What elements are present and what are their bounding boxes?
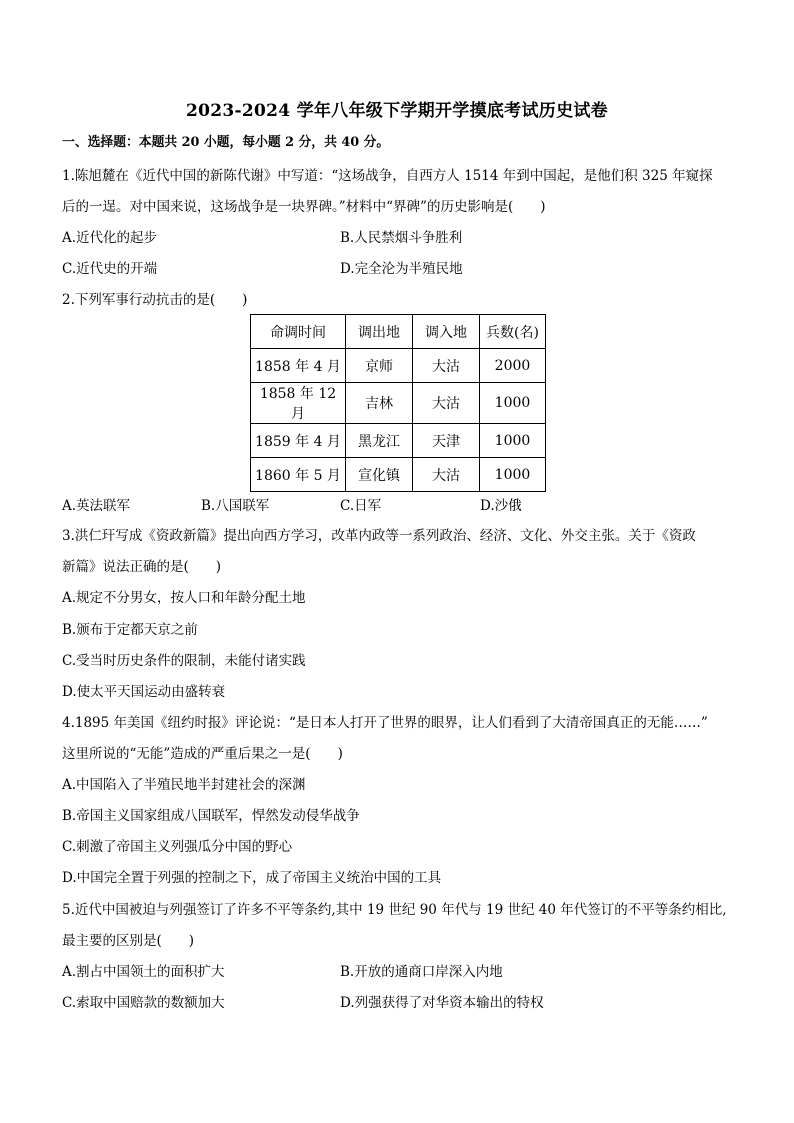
q1-stem-line2: 后的一逞。对中国来说，这场战争是一块界碑。”材料中“界碑”的历史影响是( ) (62, 199, 546, 215)
q2-stem: 2.下列军事行动抗击的是( ) (62, 292, 248, 308)
table-cell: 宣化镇 (346, 458, 413, 492)
q1-option-a[interactable]: A.近代化的起步 (62, 230, 158, 246)
table-cell: 吉林 (346, 383, 413, 424)
table-cell: 1860 年 5 月 (251, 458, 346, 492)
table-row (251, 383, 546, 424)
q1-option-c[interactable]: C.近代史的开端 (62, 261, 158, 277)
q5-stem-line2: 最主要的区别是( ) (62, 933, 195, 949)
table-cell: 1859 年 4 月 (251, 424, 346, 458)
q4-option-b[interactable]: B.帝国主义国家组成八国联军，悍然发动侵华战争 (62, 808, 360, 824)
table-cell: 1000 (480, 424, 546, 458)
exam-title: 2023-2024 学年八年级下学期开学摸底考试历史试卷 (185, 101, 608, 121)
q3-option-a[interactable]: A.规定不分男女，按人口和年龄分配土地 (62, 590, 306, 606)
q4-option-a[interactable]: A.中国陷入了半殖民地半封建社会的深渊 (62, 777, 306, 793)
q2-option-a[interactable]: A.英法联军 (62, 498, 131, 514)
q4-stem-line1: 4.1895 年美国《纽约时报》评论说：“是日本人打开了世界的眼界，让人们看到了大清帝国真正的无能……” (62, 715, 708, 731)
table-cell: 京师 (346, 349, 413, 383)
table-row (251, 349, 546, 383)
q1-stem-line1: 1.陈旭麓在《近代中国的新陈代谢》中写道：“这场战争，自西方人 1514 年到中国起，是他们积 325 年窥探 (62, 168, 713, 184)
table-cell: 大沽 (413, 349, 480, 383)
table-cell: 天津 (413, 424, 480, 458)
table-cell: 1858 年 12 月 (251, 383, 346, 424)
q2-option-d[interactable]: D.沙俄 (480, 498, 522, 514)
table-row (251, 458, 546, 492)
q4-stem-line2: 这里所说的“无能”造成的严重后果之一是( ) (62, 746, 343, 762)
table-header-row (251, 315, 546, 349)
q1-option-d[interactable]: D.完全沦为半殖民地 (340, 261, 463, 277)
q5-option-a[interactable]: A.割占中国领土的面积扩大 (62, 964, 225, 980)
q5-stem-line1: 5.近代中国被迫与列强签订了许多不平等条约,其中 19 世纪 90 年代与 19 世纪 40 年代签订的不平等条约相比, (62, 902, 727, 918)
q3-stem-line1: 3.洪仁玕写成《资政新篇》提出向西方学习，改革内政等一系列政治、经济、文化、外交主张。关于《资政 (62, 528, 696, 544)
section-heading: 一、选择题：本题共 20 小题，每小题 2 分，共 40 分。 (62, 135, 390, 150)
table-cell: 大沽 (413, 458, 480, 492)
q3-option-c[interactable]: C.受当时历史条件的限制，未能付诸实践 (62, 653, 306, 669)
q3-option-b[interactable]: B.颁布于定都天京之前 (62, 622, 198, 638)
table-cell: 2000 (480, 349, 546, 383)
q2-option-c[interactable]: C.日军 (340, 498, 382, 514)
q4-option-c[interactable]: C.刺激了帝国主义列强瓜分中国的野心 (62, 839, 293, 855)
q2-option-b[interactable]: B.八国联军 (201, 498, 270, 514)
table-cell: 1000 (480, 383, 546, 424)
q5-option-d[interactable]: D.列强获得了对华资本输出的特权 (340, 995, 544, 1011)
q3-option-d[interactable]: D.使太平天国运动由盛转衰 (62, 684, 226, 700)
table-header-cell: 命调时间 (251, 315, 346, 349)
table-header-cell: 调入地 (413, 315, 480, 349)
q3-stem-line2: 新篇》说法正确的是( ) (62, 559, 222, 575)
q4-option-d[interactable]: D.中国完全置于列强的控制之下，成了帝国主义统治中国的工具 (62, 870, 442, 886)
q5-option-b[interactable]: B.开放的通商口岸深入内地 (340, 964, 503, 980)
table-row (251, 424, 546, 458)
table-cell: 1000 (480, 458, 546, 492)
troop-deployment-table (250, 314, 546, 492)
table-header-cell: 调出地 (346, 315, 413, 349)
table-cell: 1858 年 4 月 (251, 349, 346, 383)
table-header-cell: 兵数(名) (480, 315, 546, 349)
q1-option-b[interactable]: B.人民禁烟斗争胜利 (340, 230, 463, 246)
table-cell: 黑龙江 (346, 424, 413, 458)
q5-option-c[interactable]: C.索取中国赔款的数额加大 (62, 995, 225, 1011)
table-cell: 大沽 (413, 383, 480, 424)
